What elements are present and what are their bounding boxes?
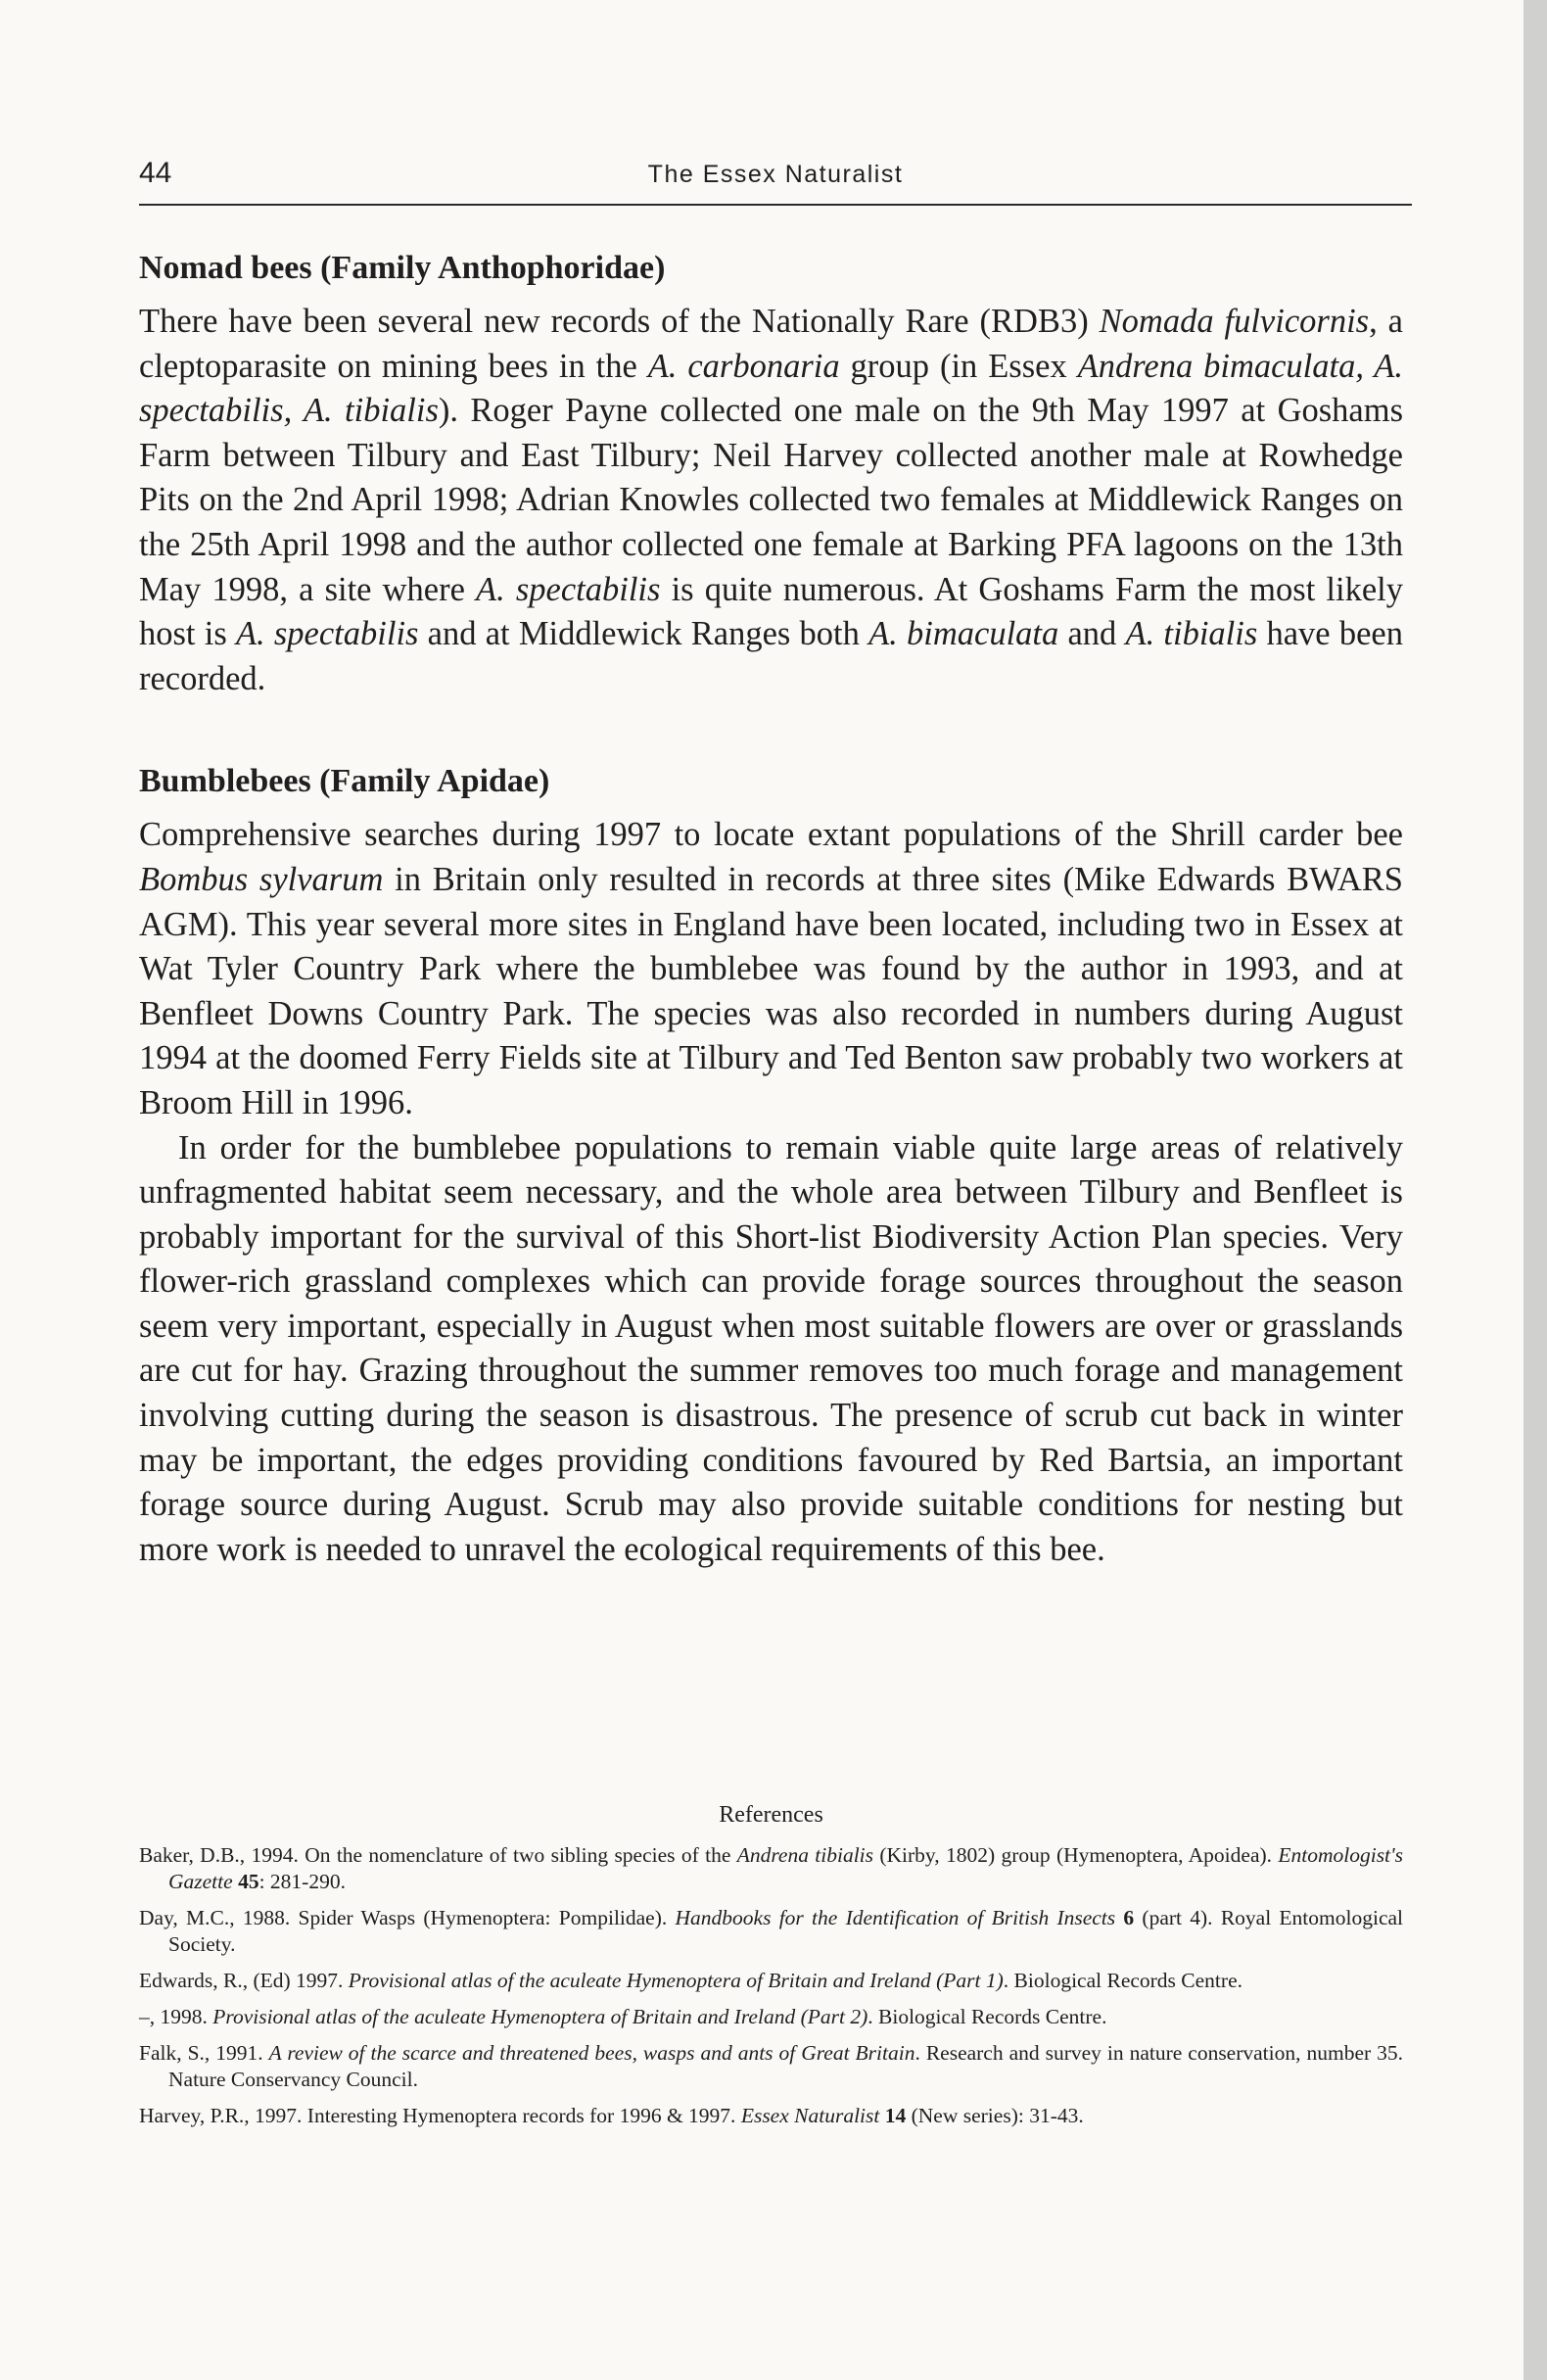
text-run: There have been several new records of the Nationally Rare (RDB3) [139,303,1100,340]
italic-text: A. carbonaria [647,347,840,385]
paragraph [139,300,1403,701]
references-list [139,1842,1403,2129]
text-run: and [1058,615,1126,653]
reference-item [139,2004,1403,2030]
italic-text: Essex Naturalist [740,2104,880,2127]
text-run: Edwards, R., (Ed) 1997. [139,1969,349,1992]
italic-text: A review of the scarce and threatened bees, wasps and ants of Great Britain [268,2041,915,2065]
text-run: . Biological Records Centre. [1003,1969,1242,1992]
reference-item [139,1905,1403,1958]
paragraph [139,1126,1403,1573]
text-run: is quite numerous. At Goshams Farm the most likely host is [139,570,1403,653]
text-run: (part 4). Royal Entomological Society. [168,1906,1404,1956]
reference-item [139,1968,1403,1994]
text-run: (Kirby, 1802) group (Hymenoptera, Apoidea). [873,1843,1279,1867]
reference-item [139,2103,1403,2129]
text-run: Day, M.C., 1988. Spider Wasps (Hymenoptera: Pompilidae). [139,1906,676,1929]
text-run: have been recorded. [139,615,1403,697]
italic-text: Nomada fulvicornis [1099,303,1370,340]
text-run: and at Middlewick Ranges both [418,615,869,653]
page-number: 44 [139,157,172,189]
italic-text: Bombus sylvarum [139,860,384,898]
italic-text: Provisional atlas of the aculeate Hymenoptera of Britain and Ireland (Part 1) [348,1969,1004,1992]
italic-text: Andrena bimaculata, A. spectabilis, A. tibialis [139,347,1403,430]
page-header [139,155,1412,206]
text-run: . Research and survey in nature conservation, number 35. Nature Conservancy Council. [168,2041,1403,2091]
italic-text: Andrena tibialis [736,1843,874,1867]
text-run: –, 1998. [139,2005,213,2028]
section-nomad-bees [139,247,1403,701]
page-edge-shadow [1524,0,1547,2380]
text-run: Falk, S., 1991. [139,2041,269,2065]
italic-text: Entomologist's Gazette [168,1843,1403,1893]
reference-item [139,2040,1403,2093]
italic-text: A. spectabilis [235,615,419,653]
text-run: Comprehensive searches during 1997 to locate extant populations of the Shrill carder bee [139,816,1403,854]
bold-text: 14 [884,2104,907,2127]
references-heading: References [719,1802,823,1828]
bold-text: 45 [238,1870,259,1893]
italic-text: A. tibialis [1125,615,1258,653]
italic-text: A. bimaculata [868,615,1059,653]
paragraph [139,813,1403,1125]
section-heading: Nomad bees (Family Anthophoridae) [139,250,666,286]
italic-text: A. spectabilis [476,570,661,608]
text-run: ). Roger Payne collected one male on the 9th May 1997 at Goshams Farm between Tilbury and East Tilbury; Neil Harvey collected another male at Rowhedge Pits on the 2nd April 1998; Adrian Knowles collected two females at Middlewick Ranges on the 25th April 1998 and the author collected one female at Barking PFA lagoons on the 13th May 1998, a site where [139,392,1403,608]
section-bumblebees [139,760,1403,1572]
text-run: Harvey, P.R., 1997. Interesting Hymenoptera records for 1996 & 1997. [139,2104,741,2127]
text-run: Baker, D.B., 1994. On the nomenclature of two sibling species of the [139,1843,737,1867]
references-section [139,1799,1403,2139]
text-run: group (in Essex [839,347,1078,385]
text-run: in Britain only resulted in records at three sites (Mike Edwards BWARS AGM). This year several more sites in England have been located, including two in Essex at Wat Tyler Country Park where the bumblebee was found by the author in 1993, and at Benfleet Downs Country Park. The species was also recorded in numbers during August 1994 at the doomed Ferry Fields site at Tilbury and Ted Benton saw probably two workers at Broom Hill in 1996. [139,860,1403,1121]
text-run: In order for the bumblebee populations to remain viable quite large areas of relatively unfragmented habitat seem necessary, and the whole area between Tilbury and Benfleet is probably important for the survival of this Short-list Biodiversity Action Plan species. Very flower-rich grassland complexes which can provide forage sources throughout the season seem very important, especially in August when most suitable flowers are over or grasslands are cut for hay. Grazing throughout the summer removes too much forage and management involving cutting during the season is disastrous. The presence of scrub cut back in winter may be important, the edges providing conditions favoured by Red Bartsia, an important forage source during August. Scrub may also provide suitable conditions for nesting but more work is needed to unravel the ecological requirements of this bee. [139,1128,1403,1568]
bold-text: 6 [1123,1906,1135,1929]
running-title: The Essex Naturalist [647,161,904,188]
italic-text: Handbooks for the Identification of British Insects [675,1906,1116,1929]
text-run: . Biological Records Centre. [867,2005,1107,2028]
reference-item [139,1842,1403,1895]
section-heading: Bumblebees (Family Apidae) [139,763,550,800]
text-run: , a cleptoparasite on mining bees in the [139,303,1403,385]
text-run: : 281-290. [258,1870,346,1893]
text-run: (New series): 31-43. [906,2104,1084,2127]
italic-text: Provisional atlas of the aculeate Hymenoptera of Britain and Ireland (Part 2) [212,2005,868,2028]
article-body [139,247,1403,1572]
